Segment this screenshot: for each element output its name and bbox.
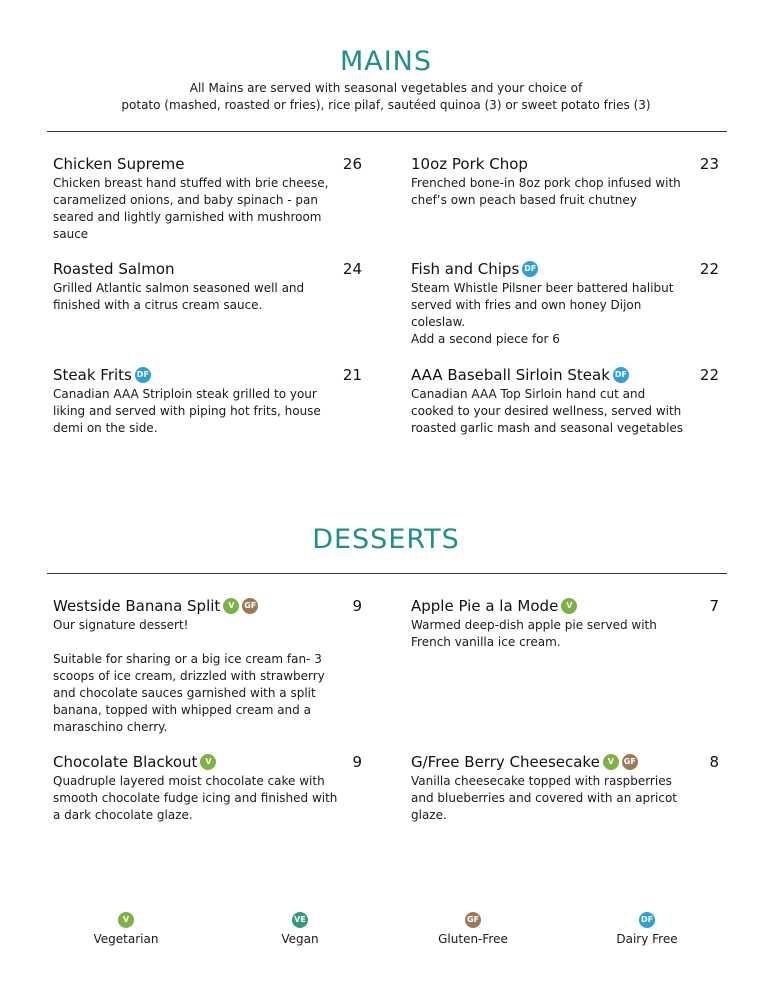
item-description: Frenched bone-in 8oz pork chop infused with chef’s own peach based fruit chutney <box>411 176 681 207</box>
gluten-free-badge-icon: GF <box>465 912 481 928</box>
mains-intro-line-2: potato (mashed, roasted or fries), rice pilaf, sautéed quinoa (3) or sweet potato fries (3) <box>121 98 651 112</box>
dairy-free-badge-icon: DF <box>639 912 655 928</box>
item-description: Warmed deep-dish apple pie served with French vanilla ice cream. <box>411 618 657 649</box>
menu-item <box>53 365 321 437</box>
item-name: 10oz Pork Chop <box>411 155 528 173</box>
item-description: Grilled Atlantic salmon seasoned well and finished with a citrus cream sauce. <box>53 281 305 312</box>
item-name: Chicken Supreme <box>53 155 185 173</box>
mains-intro <box>0 80 772 114</box>
item-price: 21 <box>342 366 362 384</box>
mains-title: MAINS <box>339 46 433 77</box>
item-price: 9 <box>352 597 362 615</box>
item-description: Chicken breast hand stuffed with brie cheese, caramelized onions, and baby spinach - pan seared and lightly garnished with mushroom sauce <box>53 176 329 241</box>
item-price: 8 <box>709 753 719 771</box>
mains-intro-line-1: All Mains are served with seasonal vegetables and your choice of <box>189 81 583 95</box>
gluten-free-badge-icon: GF <box>622 754 638 770</box>
item-price: 24 <box>342 260 362 278</box>
legend-label: Gluten-Free <box>438 932 508 946</box>
item-name: Chocolate Blackout V <box>53 752 337 772</box>
item-price: 9 <box>352 753 362 771</box>
menu-item <box>53 752 337 824</box>
item-price: 22 <box>699 260 719 278</box>
legend-dairy-free <box>582 912 712 946</box>
legend-label: Vegetarian <box>93 932 159 946</box>
gluten-free-badge-icon: GF <box>242 598 258 614</box>
item-price: 26 <box>342 155 362 173</box>
vegetarian-badge-icon: V <box>223 598 239 614</box>
menu-item <box>411 259 673 348</box>
item-description: Steam Whistle Pilsner beer battered halibut served with fries and own honey Dijon coleslaw. Add a second piece for 6 <box>411 281 674 346</box>
item-description: Canadian AAA Striploin steak grilled to your liking and served with piping hot frits, house demi on the side. <box>53 387 321 435</box>
menu-item <box>53 259 304 314</box>
item-description: Canadian AAA Top Sirloin hand cut and cooked to your desired wellness, served with roasted garlic mash and seasonal vegetables <box>411 387 684 435</box>
item-name: G/Free Berry Cheesecake V GF <box>411 753 636 771</box>
dairy-free-badge-icon: DF <box>613 367 629 383</box>
menu-item <box>411 365 683 437</box>
legend-vegetarian <box>61 912 191 946</box>
desserts-title: DESSERTS <box>312 524 460 555</box>
menu-item <box>411 154 681 209</box>
vegetarian-badge-icon: V <box>118 912 134 928</box>
legend-gluten-free <box>408 912 538 946</box>
item-description: Our signature dessert! Suitable for sharing or a big ice cream fan- 3 scoops of ice cream, drizzled with strawberry and chocolate sauces garnished with a split banana, topped with whipped cream and a maraschino cherry. <box>53 618 325 734</box>
item-price: 23 <box>699 155 719 173</box>
mains-divider <box>47 131 727 132</box>
vegan-badge-icon: VE <box>292 912 308 928</box>
dairy-free-badge-icon: DF <box>135 367 151 383</box>
menu-item <box>53 154 328 243</box>
desserts-divider <box>47 573 727 574</box>
item-price: 22 <box>699 366 719 384</box>
item-price: 7 <box>709 597 719 615</box>
item-name: Apple Pie a la Mode V <box>411 596 657 616</box>
menu-item <box>411 752 677 824</box>
item-name: AAA Baseball Sirloin Steak DF <box>411 366 627 384</box>
vegetarian-badge-icon: V <box>200 754 216 770</box>
item-description: Quadruple layered moist chocolate cake with smooth chocolate fudge icing and finished with a dark chocolate glaze. <box>53 774 338 822</box>
dairy-free-badge-icon: DF <box>522 261 538 277</box>
item-name: Steak Frits DF <box>53 366 149 384</box>
item-description: Vanilla cheesecake topped with raspberries and blueberries and covered with an apricot glaze. <box>411 774 677 822</box>
menu-item <box>53 596 325 736</box>
item-name: Fish and Chips DF <box>411 260 537 278</box>
legend-label: Dairy Free <box>616 932 678 946</box>
vegetarian-badge-icon: V <box>603 754 619 770</box>
menu-item <box>411 596 657 651</box>
item-name: Roasted Salmon <box>53 260 175 278</box>
legend-vegan <box>235 912 365 946</box>
legend-label: Vegan <box>281 932 319 946</box>
vegetarian-badge-icon: V <box>561 598 577 614</box>
item-name: Westside Banana Split V GF <box>53 597 257 615</box>
